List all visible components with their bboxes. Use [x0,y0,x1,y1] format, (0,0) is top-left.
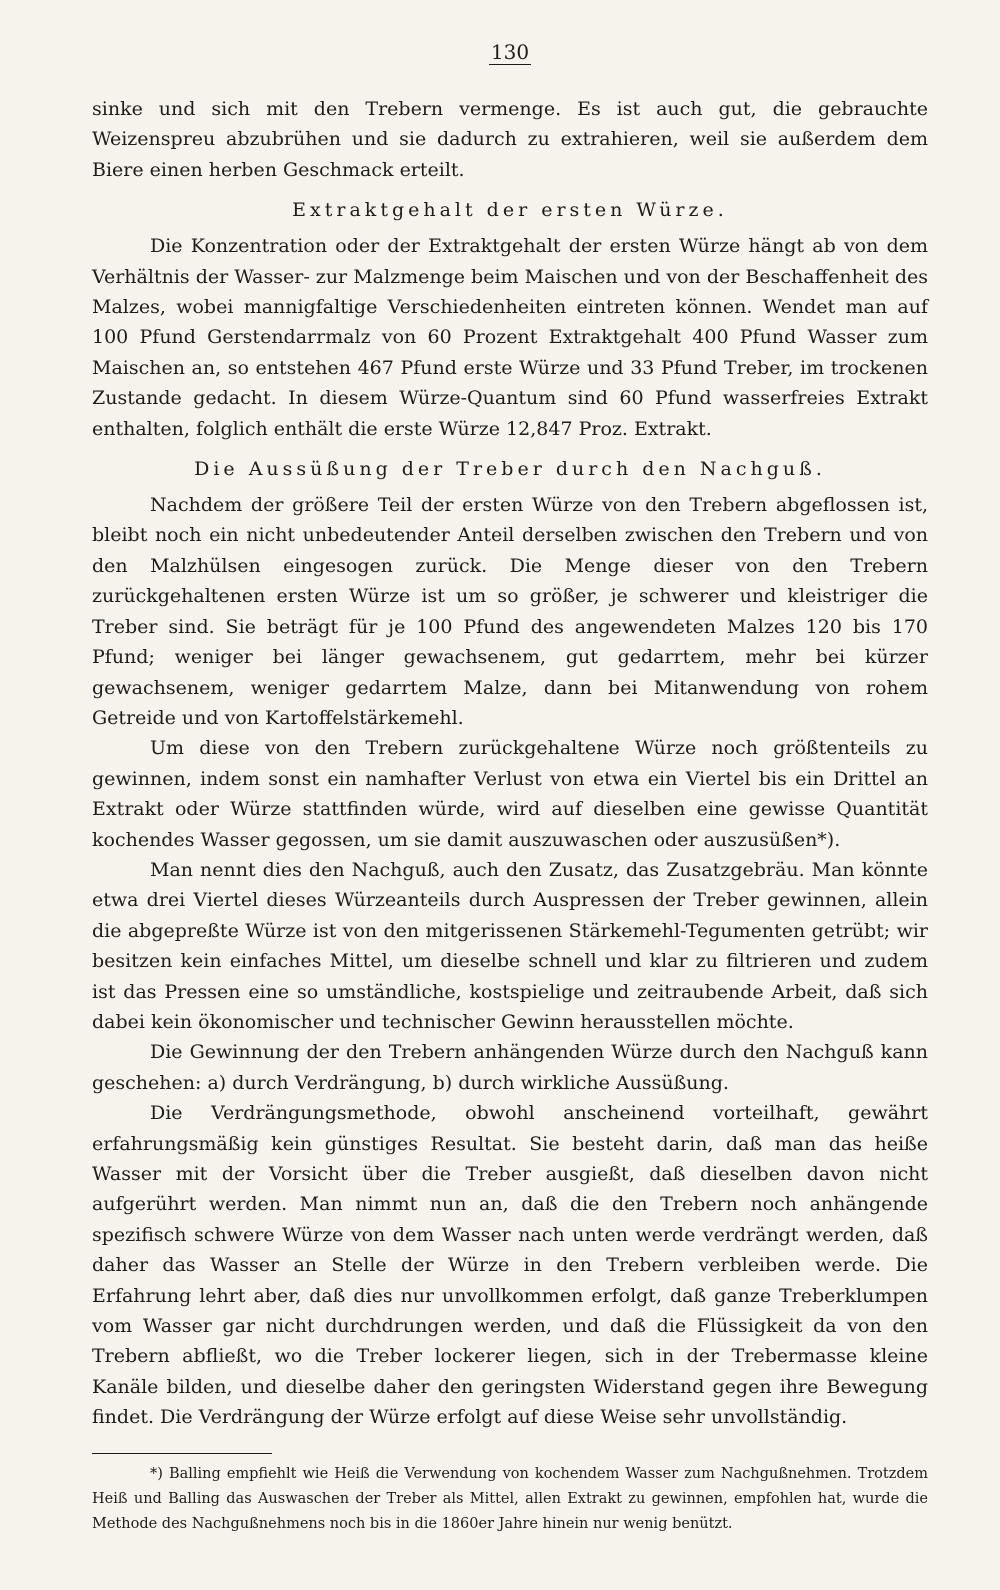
paragraph-continuation: sinke und sich mit den Trebern vermenge. Es ist auch gut, die gebrauchte Weizenspreu abzubrühen und sie dadurch zu extrahieren, weil sie außerdem dem Biere einen herben Geschmack erteilt. [92,98,928,181]
page-number: 130 [490,40,530,64]
paragraph-nachguss: Man nennt dies den Nachguß, auch den Zusatz, das Zusatzgebräu. Man könnte etwa drei Viertel dieses Würzeanteils durch Auspressen der Treber gewinnen, allein die abgepreßte Würze ist von den mitgerissenen Stärkemehl-Tegumenten getrübt; wir besitzen kein einfaches Mittel, um dieselbe schnell und klar zu filtrieren und zudem ist das Pressen eine so umständliche, kostspielige und zeitraubende Arbeit, daß sich dabei kein ökonomischer und technischer Gewinn herausstellen möchte. [92,858,928,1033]
paragraph-gewinnung: Die Gewinnung der den Trebern anhängenden Würze durch den Nachguß kann geschehen: a) durch Verdrängung, b) durch wirkliche Aussüßung. [92,1041,928,1094]
section-heading-aussuessung: Die Aussüßung der Treber durch den Nachguß. [194,458,826,481]
paragraph-um-diese: Um diese von den Trebern zurückgehaltene Würze noch größtenteils zu gewinnen, indem sonst ein namhafter Verlust von etwa ein Viertel bis ein Drittel an Extrakt oder Würze stattfinden würde, wird auf dieselben eine gewisse Quantität kochendes Wasser gegossen, um sie damit auszuwaschen oder auszusüßen*). [92,737,928,851]
section-heading-extraktgehalt: Extraktgehalt der ersten Würze. [292,199,728,222]
footnote: *) Balling empfiehlt wie Heiß die Verwendung von kochendem Wasser zum Nachgußnehmen. Trotzdem Heiß und Balling das Auswaschen der Treber als Mittel, allen Extrakt zu gewinnen, empfohlen hat, wurde die Methode des Nachgußnehmens noch bis in die 1860er Jahre hinein nur wenig benützt. [92,1465,928,1532]
paragraph-verdraengung: Die Verdrängungsmethode, obwohl anscheinend vorteilhaft, gewährt erfahrungsmäßig kein günstiges Resultat. Sie besteht darin, daß man das heiße Wasser mit der Vorsicht über die Treber ausgießt, daß dieselben davon nicht aufgerührt werden. Man nimmt nun an, daß die den Trebern noch anhängende spezifisch schwere Würze von dem Wasser nach unten werde verdrängt werden, daß daher das Wasser an Stelle der Würze in den Trebern verbleiben werde. Die Erfahrung lehrt aber, daß dies nur unvollkommen erfolgt, daß ganze Treberklumpen vom Wasser gar nicht durchdrungen werden, und daß die Flüssigkeit da von den Trebern abfließt, wo die Treber lockerer liegen, sich in der Trebermasse kleine Kanäle bilden, und dieselbe daher den geringsten Widerstand gegen ihre Bewegung findet. Die Verdrängung der Würze erfolgt auf diese Weise sehr unvollständig. [92,1102,928,1429]
page [92,40,928,1537]
footnote-divider [92,1453,272,1454]
paragraph-konzentration: Die Konzentration oder der Extraktgehalt der ersten Würze hängt ab von dem Verhältnis der Wasser- zur Malzmenge beim Maischen und von der Beschaffenheit des Malzes, wobei mannigfaltige Verschiedenheiten eintreten können. Wendet man auf 100 Pfund Gerstendarrmalz von 60 Prozent Extraktgehalt 400 Pfund Wasser zum Maischen an, so entstehen 467 Pfund erste Würze und 33 Pfund Treber, im trockenen Zustande gedacht. In diesem Würze-Quantum sind 60 Pfund wasserfreies Extrakt enthalten, folglich enthält die erste Würze 12,847 Proz. Extrakt. [92,235,928,440]
paragraph-nachdem: Nachdem der größere Teil der ersten Würze von den Trebern abgeflossen ist, bleibt noch ein nicht unbedeutender Anteil derselben zwischen den Trebern und von den Malzhülsen eingesogen zurück. Die Menge dieser von den Trebern zurückgehaltenen ersten Würze ist um so größer, je schwerer und kleistriger die Treber sind. Sie beträgt für je 100 Pfund des angewendeten Malzes 120 bis 170 Pfund; weniger bei länger gewachsenem, gut gedarrtem, mehr bei kürzer gewachsenem, weniger gedarrtem Malze, dann bei Mitanwendung von rohem Getreide und von Kartoffelstärkemehl. [92,494,928,729]
